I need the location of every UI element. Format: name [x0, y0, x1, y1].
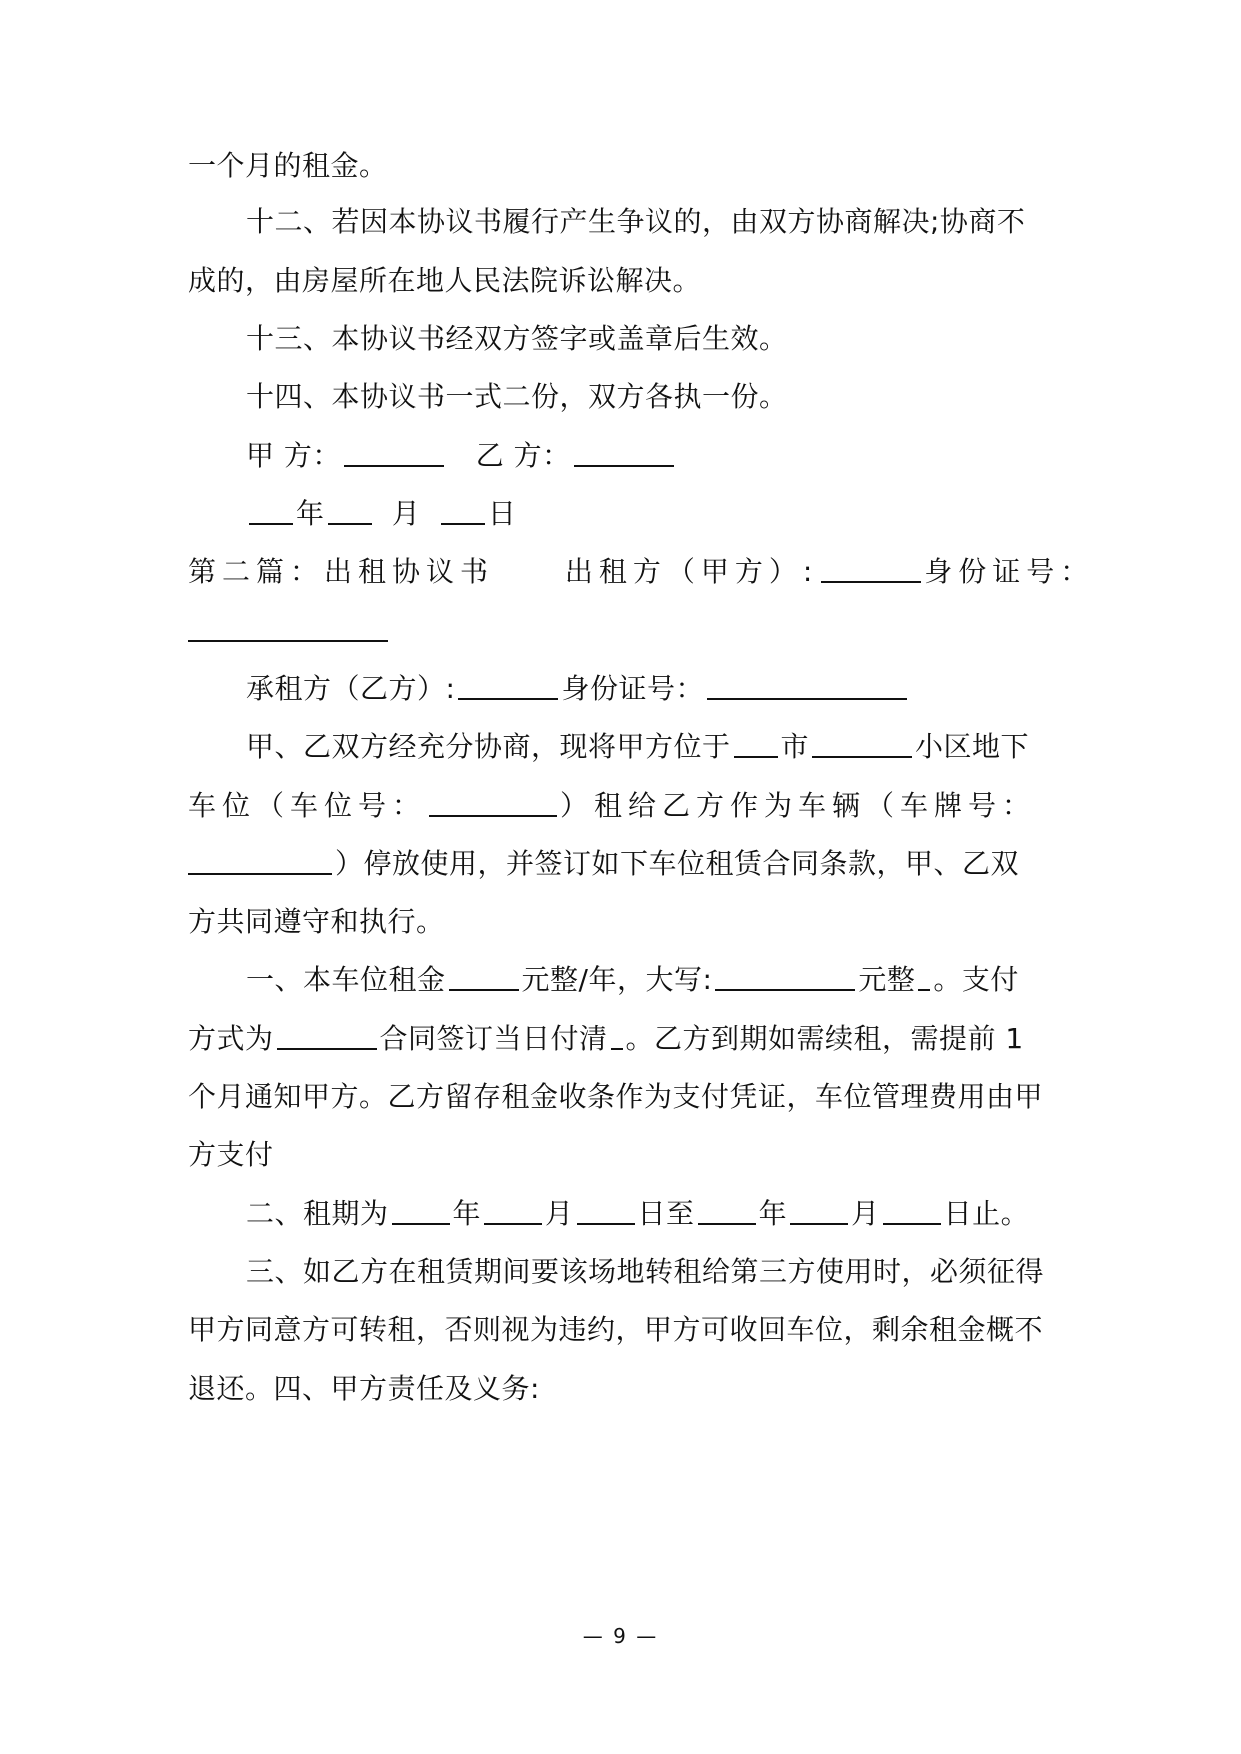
text-span: 。支付 — [933, 963, 1019, 996]
month-blank — [328, 495, 372, 525]
text-span: 甲、乙双方经充分协商，现将甲方位于 — [246, 730, 731, 763]
lessor-id-blank — [188, 612, 388, 642]
text-span: 。乙方到期如需续租，需提前 1 — [625, 1022, 1024, 1055]
text-span: 日至 — [637, 1197, 695, 1230]
start-year-blank — [392, 1195, 450, 1225]
year-blank — [249, 495, 293, 525]
id-label-2: 身份证号： — [561, 672, 704, 705]
city-blank — [734, 728, 778, 758]
section-title-line — [188, 552, 1094, 592]
text-span: 月 — [545, 1197, 574, 1230]
text-span: 元整/年，大写: — [521, 963, 713, 996]
clause-3: 甲方同意方可转租，否则视为违约，甲方可收回车位，剩余租金概不 — [188, 1313, 1044, 1346]
start-day-blank — [577, 1195, 635, 1225]
lessee-id-blank — [707, 670, 907, 700]
party-b-blank — [574, 437, 674, 467]
paragraph-line — [188, 786, 1036, 826]
rent-line: 个月通知甲方。乙方留存租金收条作为支付凭证，车位管理费用由甲 — [188, 1080, 1044, 1113]
page-number: — 9 — — [582, 1624, 659, 1648]
id-label: 身份证号： — [924, 555, 1095, 588]
party-a-blank — [344, 437, 444, 467]
rent-amount-blank — [449, 961, 519, 991]
text-span: 元整 — [858, 963, 916, 996]
lessee-label: 承租方（乙方）: — [246, 672, 456, 705]
lessor-label: 出租方（甲方）: — [564, 555, 819, 588]
term-line — [246, 1194, 1029, 1234]
paragraph-line: 方共同遵守和执行。 — [188, 905, 445, 938]
day-label: 日 — [487, 497, 517, 530]
text-span: 小区地下 — [915, 730, 1030, 763]
lessee-blank — [458, 670, 558, 700]
end-day-blank — [883, 1195, 941, 1225]
start-month-blank — [484, 1195, 542, 1225]
clause-13: 十三、本协议书经双方签字或盖章后生效。 — [246, 322, 788, 355]
end-month-blank — [790, 1195, 848, 1225]
rent-line — [188, 1019, 1024, 1059]
text-line: 成的，由房屋所在地人民法院诉讼解决。 — [188, 264, 702, 297]
plate-number-blank — [188, 845, 332, 875]
rent-words-blank — [715, 961, 855, 991]
text-span: 车位（车位号： — [188, 789, 427, 822]
text-span: 年 — [452, 1197, 482, 1230]
text-span: 日止。 — [943, 1197, 1030, 1230]
text-line: 一个月的租金。 — [188, 149, 388, 182]
text-span: 二、租期为 — [246, 1197, 389, 1230]
text-span: 市 — [780, 730, 810, 763]
signature-line — [246, 436, 677, 476]
day-blank — [441, 495, 485, 525]
text-span: 月 — [851, 1197, 880, 1230]
community-blank — [812, 728, 912, 758]
short-blank — [918, 961, 930, 991]
clause-3: 三、如乙方在租赁期间要该场地转租给第三方使用时，必须征得 — [246, 1255, 1045, 1288]
date-line — [246, 494, 516, 534]
section-title: 第二篇：出租协议书 — [188, 555, 495, 588]
text-span: ）停放使用，并签订如下车位租赁合同条款，甲、乙双 — [335, 847, 1020, 880]
text-span: ）租给乙方作为车辆（车牌号： — [560, 789, 1037, 822]
clause-12: 十二、若因本协议书履行产生争议的，由双方协商解决;协商不 — [246, 205, 1026, 238]
paragraph-line — [246, 727, 1029, 767]
id-blank-line — [188, 611, 391, 651]
clause-4-heading: 退还。四、甲方责任及义务: — [188, 1372, 540, 1405]
month-label: 月 — [391, 497, 421, 530]
text-span: 方式为 — [188, 1022, 274, 1055]
clause-14: 十四、本协议书一式二份，双方各执一份。 — [246, 380, 788, 413]
lessee-line — [246, 669, 910, 709]
end-year-blank — [698, 1195, 756, 1225]
lessor-blank — [821, 553, 921, 583]
payment-method-blank — [277, 1020, 377, 1050]
party-a-label: 甲 方： — [246, 439, 341, 472]
rent-line — [246, 960, 1019, 1000]
paragraph-line — [188, 844, 1019, 884]
rent-line: 方支付 — [188, 1138, 274, 1171]
text-span: 一、本车位租金 — [246, 963, 446, 996]
space-number-blank — [429, 787, 557, 817]
short-blank — [611, 1020, 623, 1050]
party-b-label: 乙 方： — [475, 439, 571, 472]
text-span: 年 — [758, 1197, 788, 1230]
text-span: 合同签订当日付清 — [379, 1022, 608, 1055]
year-label: 年 — [296, 497, 325, 530]
